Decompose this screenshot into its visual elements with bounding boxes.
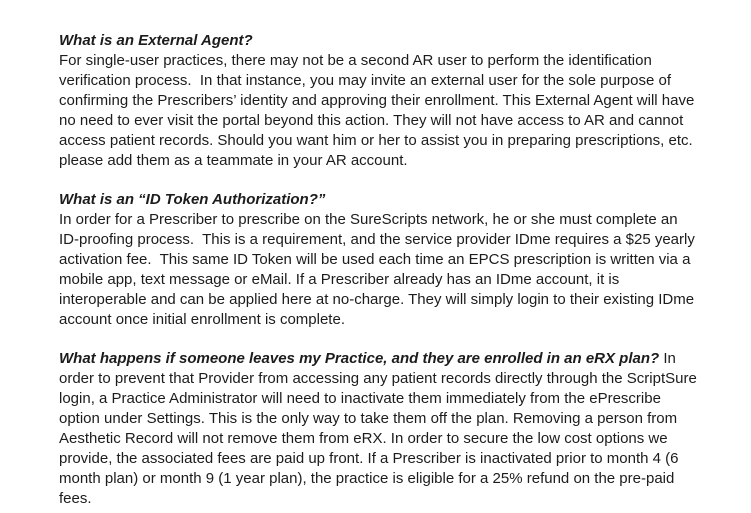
section-heading-id-token: What is an “ID Token Authorization?” <box>59 191 326 208</box>
section-body-external-agent: For single-user practices, there may not be a second AR user to perform the identification verification process. In that instance, you may invite an external user for the sole purpose of confirming the Prescribers’ identity and approving their enrollment. This External Agent will have no need to ever visit the portal beyond this action. They will not have access to AR and cannot access patient records. Should you want him or her to assist you in preparing prescriptions, etc. please add them as a teammate in your AR account. <box>59 52 699 169</box>
section-body-leaving-practice: In order to prevent that Provider from accessing any patient records directly through the ScriptSure login, a Practice Administrator will need to inactivate them immediately from the ePrescribe option under Settings. This is the only way to take them off the plan. Removing a person from Aesthetic Record will not remove them from eRX. In order to secure the low cost options we provide, the associated fees are paid up front. If a Prescriber is inactivated prior to month 4 (6 month plan) or month 9 (1 year plan), the practice is eligible for a 25% refund on the pre-paid fees. <box>59 350 701 507</box>
section-heading-leaving-practice: What happens if someone leaves my Practice, and they are enrolled in an eRX plan? <box>59 350 660 367</box>
faq-section-leaving-practice <box>59 349 701 509</box>
faq-section-external-agent <box>59 31 698 171</box>
section-heading-external-agent: What is an External Agent? <box>59 32 253 49</box>
faq-section-id-token <box>59 190 698 330</box>
section-body-id-token: In order for a Prescriber to prescribe on the SureScripts network, he or she must complete an ID-proofing process. This is a requirement, and the service provider IDme requires a $25 yearly activation fee. This same ID Token will be used each time an EPCS prescription is written via a mobile app, text message or eMail. If a Prescriber already has an IDme account, it is interoperable and can be applied here at no-charge. They will simply login to their existing IDme account once initial enrollment is complete. <box>59 211 700 328</box>
